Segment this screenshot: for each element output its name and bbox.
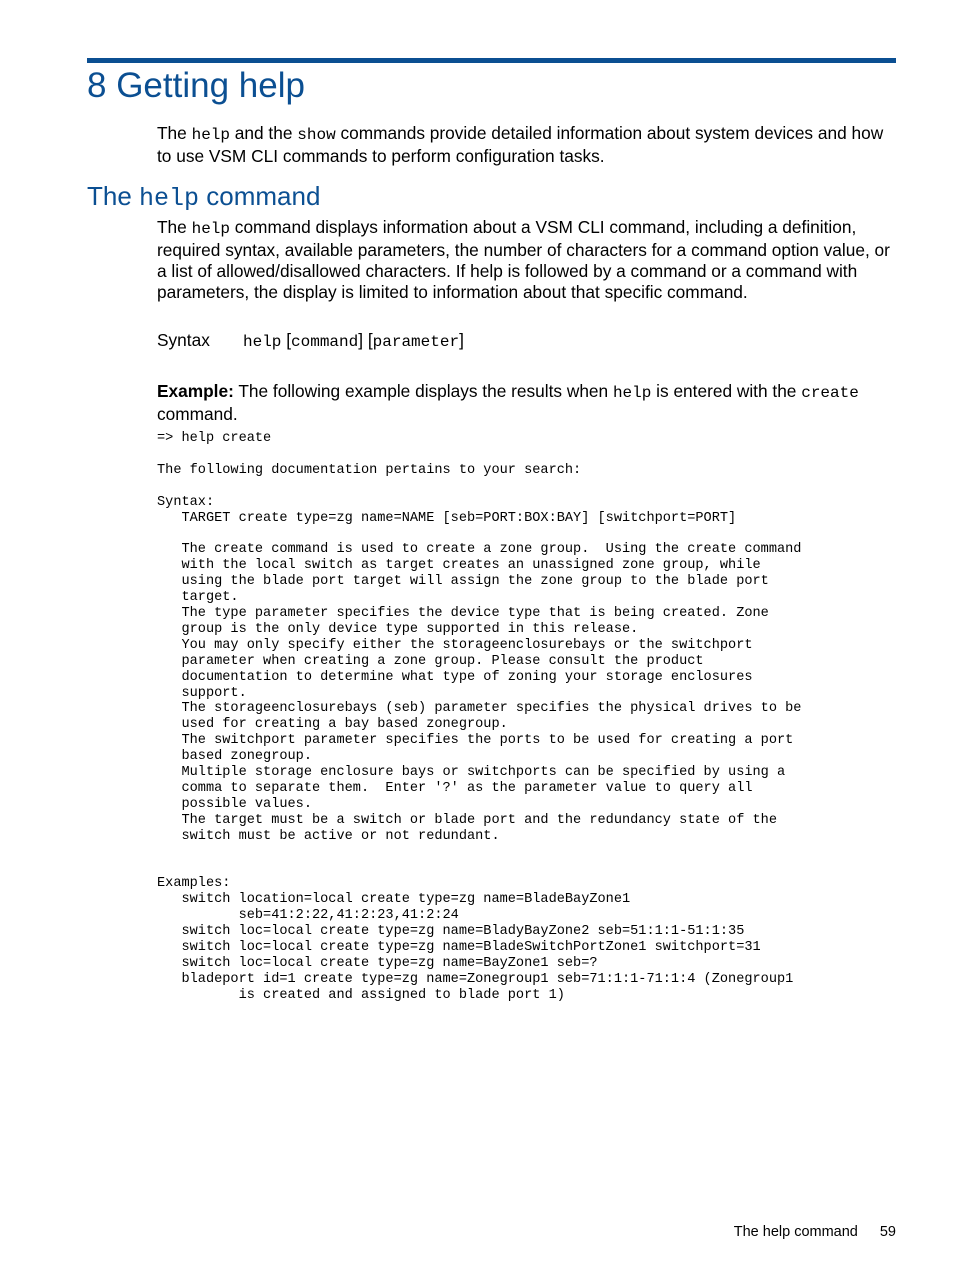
code-block: => help create The following documentation pertains to your search: Syntax: TARGET create type=zg name=NAME [seb=PORT:BOX:BAY] [switchport=PORT] The create command is used to create a zone group. Using the create command with the local switch as target creates an unassigned zone group, while using the blade port target will assign the zone group to the blade port target. The type parameter specifies the device type that is being created. Zone group is the only device type supported in this release. You may only specify either the storageenclosurebays or the switchport parameter when creating a zone group. Please consult the product documentation to determine what type of zoning your storage enclosures support. The storageenclosurebays (seb) parameter specifies the physical drives to be used for creating a bay based zonegroup. The switchport parameter specifies the ports to be used for creating a port based zonegroup. Multiple storage enclosure bays or switchports can be specified by using a comma to separate them. Enter '?' as the parameter value to query all possible values. The target must be a switch or blade port and the redundancy state of the switch must be active or not redundant. Examples: switch location=local create type=zg name=BladeBayZone1 seb=41:2:22,41:2:23,41:2:24 switch loc=local create type=zg name=BladyBayZone2 seb=51:1:1-51:1:35 switch loc=local create type=zg name=BladeSwitchPortZone1 switchport=31 switch loc=local create type=zg name=BayZone1 seb=? bladeport id=1 create type=zg name=Zonegroup1 seb=71:1:1-71:1:4 (Zonegroup1 is created and assigned to blade port 1) (157, 431, 802, 1003)
syntax-label: Syntax (157, 330, 210, 350)
intro-code-show: show (297, 126, 336, 144)
syntax-text-1: [ (281, 330, 292, 350)
example-text-2: is entered with the (651, 381, 802, 401)
example-code-create: create (801, 384, 859, 402)
section-title-code: help (139, 184, 200, 213)
description-code-help: help (191, 220, 230, 238)
syntax-text-3: ] (459, 330, 464, 350)
description-text-2: command displays information about a VSM CLI command, including a definition, required syntax, available parameters, the number of characters for a command option value, or a list of allowed/disallowed characters. If help is followed by a command or a command with parameters, the display is limited to information about that specific command. (157, 217, 890, 302)
intro-text-1: The (157, 123, 192, 143)
section-title (87, 180, 320, 215)
example-text-1: The following example displays the results when (233, 381, 613, 401)
footer-page-number: 59 (879, 1224, 896, 1240)
page-footer (734, 1222, 896, 1242)
section-title-pre: The (87, 181, 140, 211)
example-text-3: command. (157, 404, 238, 424)
syntax-code-parameter: parameter (372, 333, 460, 351)
syntax-text-2: ] [ (358, 330, 373, 350)
section-title-post: command (199, 181, 321, 211)
syntax-row (157, 329, 464, 353)
example-paragraph (157, 381, 897, 425)
syntax-code-command: command (291, 333, 359, 351)
intro-paragraph (157, 123, 897, 167)
example-label: Example: (157, 381, 234, 401)
chapter-title: 8 Getting help (87, 66, 305, 105)
chapter-rule (87, 58, 896, 63)
intro-text-3: commands provide detailed information about system devices and how to use VSM CLI commands to perform configuration tasks. (157, 123, 884, 166)
footer-section-name: The help command (733, 1224, 858, 1240)
syntax-code-help: help (243, 333, 282, 351)
intro-code-help: help (191, 126, 230, 144)
description-text-1: The (157, 217, 192, 237)
example-code-help: help (612, 384, 652, 402)
description-paragraph (157, 217, 897, 303)
intro-text-2: and the (230, 123, 298, 143)
